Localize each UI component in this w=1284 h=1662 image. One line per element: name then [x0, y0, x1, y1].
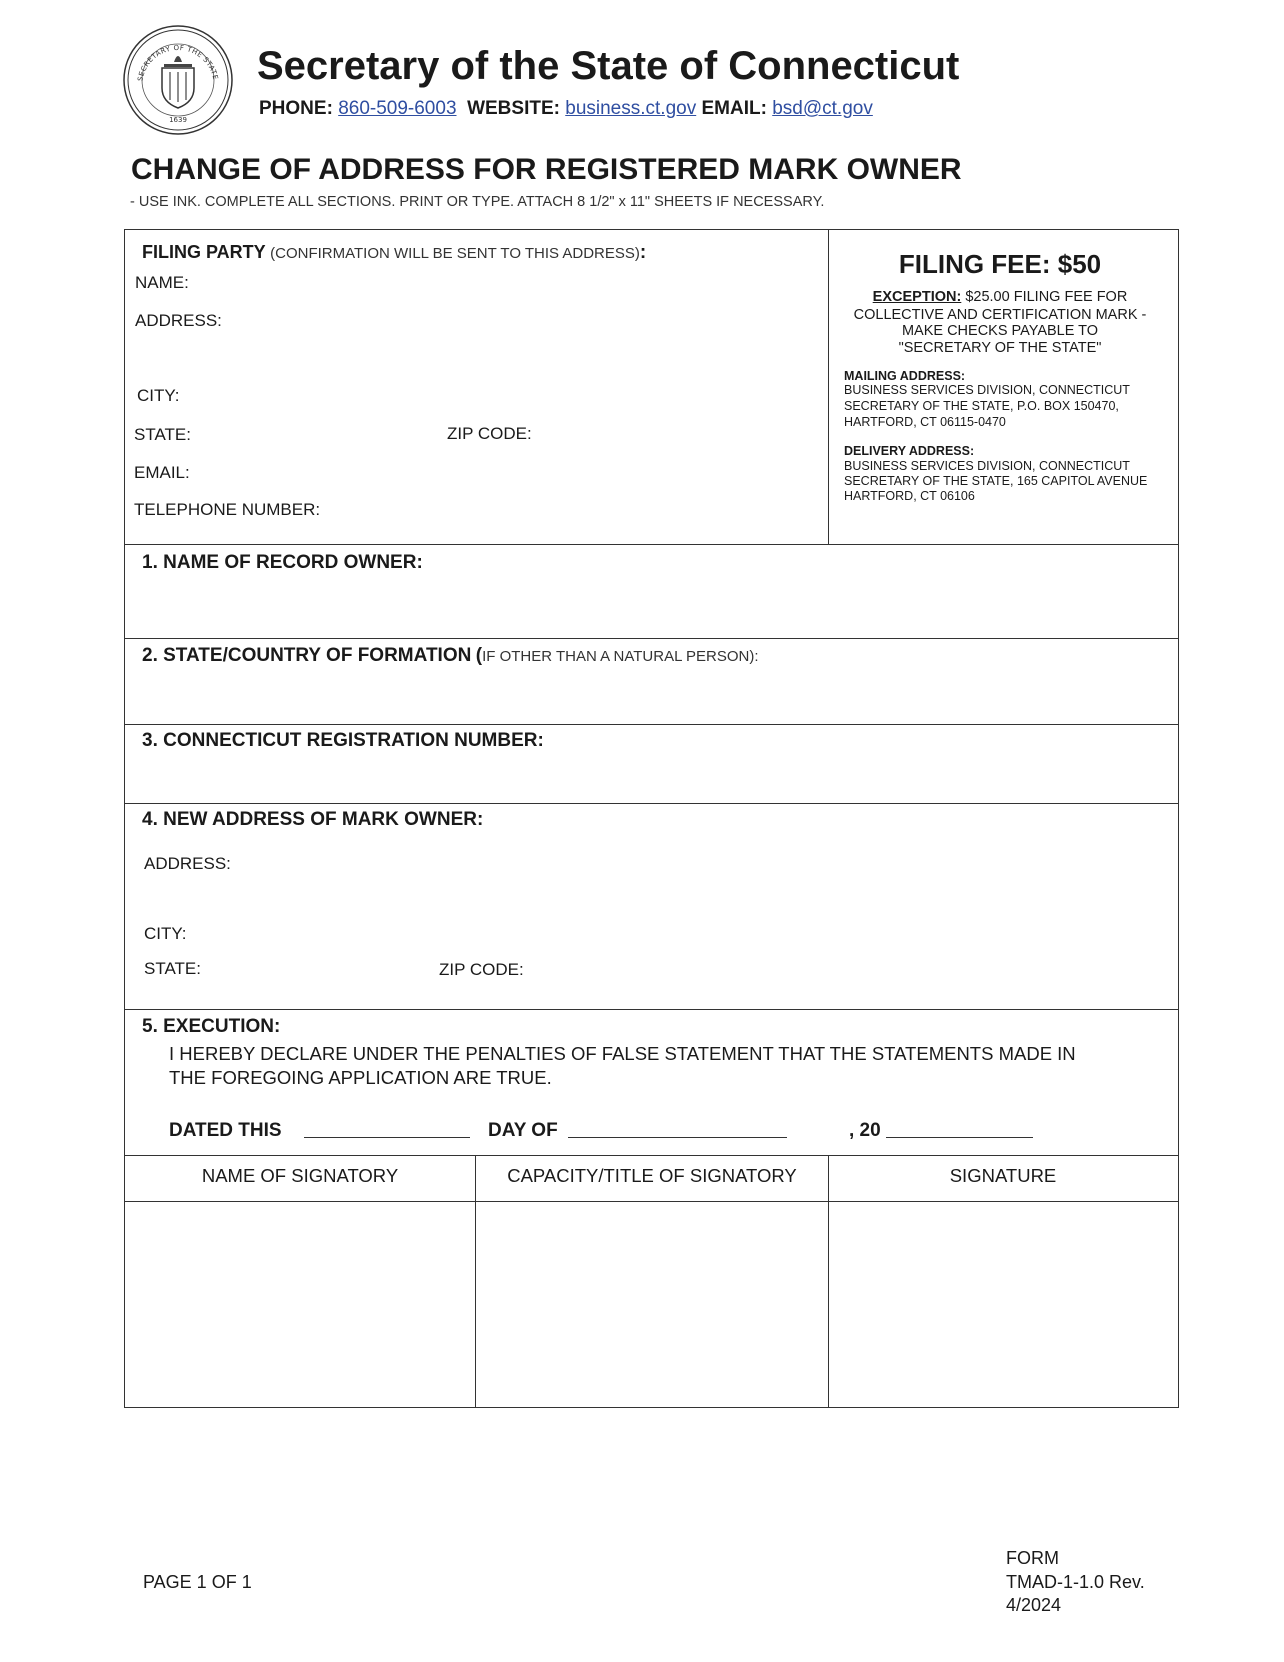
filing-fee-title: FILING FEE: $50: [898, 249, 1102, 279]
mailing-address-line: SECRETARY OF THE STATE, P.O. BOX 150470,: [844, 399, 1119, 413]
form-number-line: TMAD-1-1.0 Rev.: [1006, 1572, 1145, 1592]
row-divider: [124, 1009, 1179, 1010]
section-2-note: IF OTHER THAN A NATURAL PERSON):: [482, 648, 759, 665]
phone-label: PHONE:: [259, 98, 333, 119]
exception-text: MAKE CHECKS PAYABLE TO: [901, 323, 1099, 339]
column-header-name-of-signatory: NAME OF SIGNATORY: [201, 1165, 399, 1186]
address-field-label[interactable]: ADDRESS:: [135, 311, 222, 330]
paren: (: [475, 645, 483, 666]
filing-party-note: (CONFIRMATION WILL BE SENT TO THIS ADDRESS): [270, 245, 640, 262]
delivery-address-line: HARTFORD, CT 06106: [844, 489, 975, 503]
email-link[interactable]: bsd@ct.gov: [772, 98, 873, 119]
fee-divider: [828, 229, 829, 545]
column-header-signature: SIGNATURE: [949, 1165, 1057, 1186]
svg-text:1639: 1639: [169, 116, 187, 124]
form-number-line: FORM: [1006, 1548, 1059, 1568]
city-field-label[interactable]: CITY:: [137, 386, 180, 405]
new-state-field-label[interactable]: STATE:: [144, 959, 201, 978]
telephone-field-label[interactable]: TELEPHONE NUMBER:: [134, 500, 321, 519]
form-title: CHANGE OF ADDRESS FOR REGISTERED MARK OWNER: [131, 153, 962, 186]
new-zip-field-label[interactable]: ZIP CODE:: [439, 960, 524, 979]
svg-text:SECRETARY OF THE STATE OF CONN: SECRETARY OF THE STATE: [136, 43, 220, 82]
day-input-line[interactable]: [304, 1137, 470, 1138]
section-3-registration-number[interactable]: 3. CONNECTICUT REGISTRATION NUMBER:: [142, 730, 544, 751]
exception-text: "SECRETARY OF THE STATE": [898, 340, 1102, 356]
section-1-record-owner[interactable]: 1. NAME OF RECORD OWNER:: [142, 552, 423, 573]
signature-cell[interactable]: [829, 1202, 1177, 1406]
month-input-line[interactable]: [568, 1137, 787, 1138]
email-label: EMAIL:: [701, 98, 767, 119]
section-2-formation: 2. STATE/COUNTRY OF FORMATION: [142, 645, 472, 666]
exception-label: EXCEPTION:: [872, 289, 962, 305]
column-header-capacity-title: CAPACITY/TITLE OF SIGNATORY: [507, 1165, 797, 1186]
delivery-address-line: BUSINESS SERVICES DIVISION, CONNECTICUT: [844, 459, 1130, 473]
row-divider: [124, 1155, 1179, 1156]
form-instructions: - USE INK. COMPLETE ALL SECTIONS. PRINT OR TYPE. ATTACH 8 1/2" x 11" SHEETS IF NECESSARY.: [130, 194, 825, 210]
mailing-address-label: MAILING ADDRESS:: [844, 369, 966, 383]
fee-exception-line: [873, 290, 1128, 305]
table-border-right: [1178, 229, 1179, 1408]
table-border-bottom: [124, 1407, 1179, 1408]
section-5-execution: 5. EXECUTION:: [142, 1016, 281, 1037]
website-label: WEBSITE:: [467, 98, 560, 119]
phone-link[interactable]: 860-509-6003: [338, 98, 457, 119]
filing-party-heading: [142, 243, 646, 262]
delivery-address-line: SECRETARY OF THE STATE, 165 CAPITOL AVENUE: [844, 474, 1148, 488]
contact-line: [259, 99, 873, 118]
row-divider: [124, 638, 1179, 639]
website-link[interactable]: business.ct.gov: [565, 98, 697, 119]
delivery-address-label: DELIVERY ADDRESS:: [844, 444, 975, 458]
mailing-address-line: HARTFORD, CT 06115-0470: [844, 415, 1006, 429]
new-address-field-label[interactable]: ADDRESS:: [144, 854, 231, 873]
declaration-text: I HEREBY DECLARE UNDER THE PENALTIES OF FALSE STATEMENT THAT THE STATEMENTS MADE IN: [169, 1043, 1076, 1064]
signatory-title-cell[interactable]: [476, 1202, 827, 1406]
new-city-field-label[interactable]: CITY:: [144, 924, 187, 943]
section-2-heading[interactable]: [142, 646, 759, 665]
year-prefix-label: , 20: [849, 1120, 881, 1141]
day-of-label: DAY OF: [488, 1120, 558, 1141]
signatory-name-cell[interactable]: [125, 1202, 474, 1406]
state-field-label[interactable]: STATE:: [134, 425, 191, 444]
mailing-address-line: BUSINESS SERVICES DIVISION, CONNECTICUT: [844, 383, 1130, 397]
email-field-label[interactable]: EMAIL:: [134, 463, 190, 482]
declaration-text: THE FOREGOING APPLICATION ARE TRUE.: [169, 1067, 552, 1088]
colon: :: [639, 242, 647, 263]
filing-party-label: FILING PARTY: [142, 242, 266, 262]
row-divider: [124, 544, 1179, 545]
zip-field-label[interactable]: ZIP CODE:: [447, 424, 532, 443]
state-seal-logo: [122, 24, 234, 136]
dated-this-label: DATED THIS: [169, 1120, 282, 1141]
form-number-line: 4/2024: [1006, 1595, 1062, 1615]
year-input-line[interactable]: [886, 1137, 1033, 1138]
page-number: PAGE 1 OF 1: [143, 1572, 252, 1592]
exception-text: $25.00 FILING FEE FOR: [965, 289, 1128, 305]
agency-title: Secretary of the State of Connecticut: [257, 44, 960, 88]
section-4-new-address: 4. NEW ADDRESS OF MARK OWNER:: [142, 809, 484, 830]
name-field-label[interactable]: NAME:: [135, 273, 189, 292]
row-divider: [124, 724, 1179, 725]
row-divider: [124, 803, 1179, 804]
exception-text: COLLECTIVE AND CERTIFICATION MARK -: [853, 307, 1147, 323]
table-border-top: [124, 229, 1179, 230]
